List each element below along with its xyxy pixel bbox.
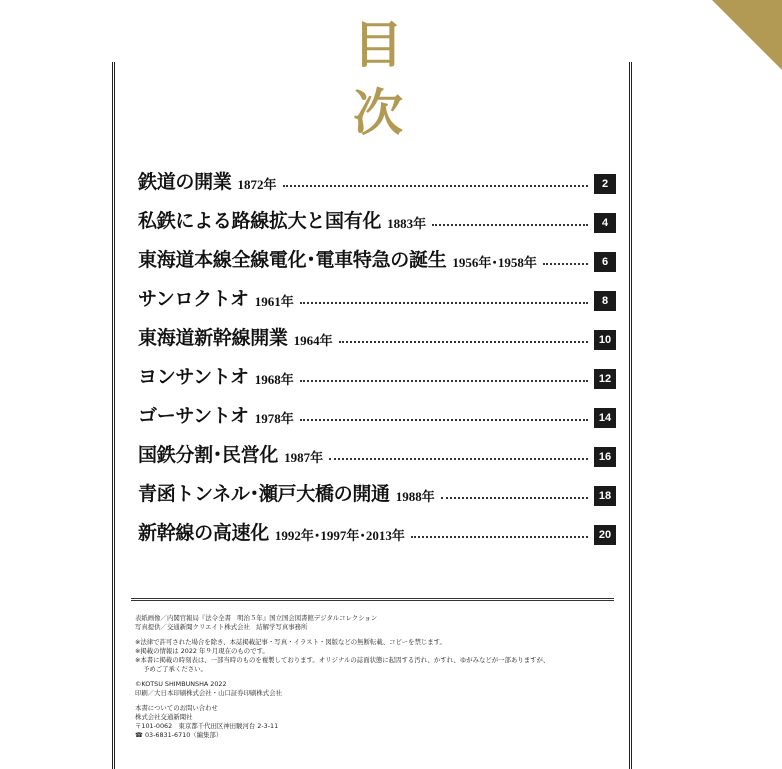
page-number-badge: 6 — [594, 252, 616, 272]
toc-entry-title: 鉄道の開業 — [138, 171, 232, 193]
contact-line: 本書についてのお問い合わせ — [135, 704, 218, 712]
photo-credit: 写真提供／交通新聞クリエイト株式会社 結解学写真事務所 — [135, 623, 308, 631]
printing-credit: 印刷／大日本印刷株式会社・山口証券印刷株式会社 — [135, 689, 282, 697]
leader-dots — [432, 224, 588, 226]
toc-entry[interactable] — [138, 433, 616, 465]
leader-dots — [300, 302, 588, 304]
page-number-badge: 10 — [594, 330, 616, 350]
toc-entry-title: 新幹線の高速化 — [138, 522, 269, 544]
credits-block — [135, 614, 613, 740]
toc-entry-year: 1883年 — [387, 216, 427, 231]
note-line: ※掲載の情報は 2022 年９月現在のものです。 — [135, 647, 269, 655]
toc-entry-title: サンロクトオ — [138, 288, 249, 310]
contact-line: ☎ 03-6831-6710（編集部） — [135, 731, 223, 739]
toc-entry-title: 青函トンネル･瀬戸大橋の開通 — [138, 483, 390, 505]
toc-entry-title: 国鉄分割･民営化 — [138, 444, 279, 466]
cover-credit: 表紙画像／内閣官報局『法令全書 明治５年』国立国会図書館デジタルコレクション — [135, 614, 378, 622]
toc-entry-title: ヨンサントオ — [138, 366, 249, 388]
title-char-2: 次 — [353, 83, 403, 142]
toc-entry-year: 1987年 — [284, 450, 324, 465]
leader-dots — [283, 185, 588, 187]
toc-entry-title: ゴーサントオ — [138, 405, 249, 427]
toc-entry-year: 1968年 — [254, 372, 294, 387]
toc-entry[interactable] — [138, 394, 616, 426]
toc-entry[interactable] — [138, 160, 616, 192]
title-char-1: 目 — [353, 15, 403, 74]
toc-entry-year: 1978年 — [254, 411, 294, 426]
note-line: ※法律で許可された場合を除き、本誌掲載記事・写真・イラスト・図版などの無断転載、コピーを禁じます。 — [135, 638, 446, 646]
toc-entry-year: 1988年 — [395, 489, 435, 504]
page-number-badge: 2 — [594, 174, 616, 194]
page-number-badge: 12 — [594, 369, 616, 389]
leader-dots — [329, 458, 588, 460]
toc-entry-year: 1992年･1997年･2013年 — [274, 528, 405, 543]
leader-dots — [339, 341, 588, 343]
leader-dots — [543, 263, 588, 265]
toc-entry[interactable] — [138, 316, 616, 348]
page-number-badge: 16 — [594, 447, 616, 467]
credits-divider — [131, 598, 614, 601]
note-line: 予めご了承ください。 — [143, 665, 207, 673]
toc-entry[interactable] — [138, 472, 616, 504]
note-line: ※本書に掲載の時刻表は、一部当時のものを複製しております。オリジナルの誌面状態に起因する汚れ、かすれ、ゆがみなどが一部ありますが、 — [135, 656, 550, 664]
toc-entry[interactable] — [138, 355, 616, 387]
toc-entry-year: 1872年 — [237, 177, 277, 192]
toc-entry-title: 東海道新幹線開業 — [138, 327, 288, 349]
toc-entry-title: 私鉄による路線拡大と国有化 — [138, 210, 382, 232]
copyright: ©KOTSU SHIMBUNSHA 2022 — [135, 680, 227, 688]
leader-dots — [411, 536, 588, 538]
page-number-badge: 4 — [594, 213, 616, 233]
toc-entry-year: 1964年 — [293, 333, 333, 348]
contact-line: 株式会社交通新聞社 — [135, 713, 193, 721]
toc-entry[interactable] — [138, 199, 616, 231]
toc-entry[interactable] — [138, 511, 616, 543]
toc-entry-title: 東海道本線全線電化･電車特急の誕生 — [138, 249, 447, 271]
toc-entry[interactable] — [138, 238, 616, 270]
corner-accent — [712, 0, 782, 70]
page-number-badge: 8 — [594, 291, 616, 311]
contact-line: 〒101-0062 東京都千代田区神田駿河台 2-3-11 — [135, 722, 279, 730]
page-number-badge: 18 — [594, 486, 616, 506]
toc-entry[interactable] — [138, 277, 616, 309]
toc-entry-year: 1961年 — [254, 294, 294, 309]
page-number-badge: 20 — [594, 525, 616, 545]
toc-entry-year: 1956年･1958年 — [452, 255, 537, 270]
leader-dots — [300, 419, 588, 421]
leader-dots — [300, 380, 588, 382]
leader-dots — [441, 497, 588, 499]
page-number-badge: 14 — [594, 408, 616, 428]
